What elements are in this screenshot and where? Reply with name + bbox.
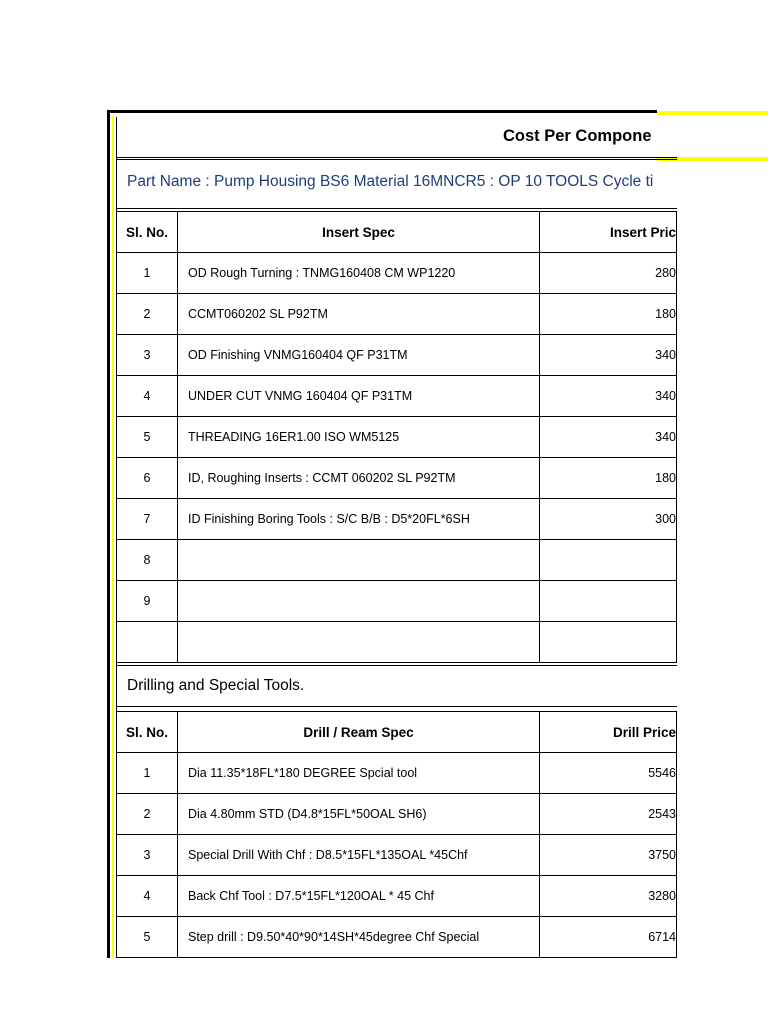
table-row — [117, 876, 677, 917]
cell-price — [540, 581, 677, 622]
spreadsheet-grid — [116, 117, 677, 958]
header-drill-spec: Drill / Ream Spec — [178, 712, 540, 753]
table-row — [117, 753, 677, 794]
cell-sl: 4 — [117, 876, 178, 917]
header-drill-price: Drill Price — [540, 712, 677, 753]
cell-price: 180 — [540, 458, 677, 499]
table-row — [117, 794, 677, 835]
cell-price: 6714 — [540, 917, 677, 958]
table-row — [117, 540, 677, 581]
table-row — [117, 581, 677, 622]
cell-sl: 2 — [117, 794, 178, 835]
cell-price: 180 — [540, 294, 677, 335]
header-sl-no: Sl. No. — [117, 212, 178, 253]
cell-spec: Dia 4.80mm STD (D4.8*15FL*50OAL SH6) — [178, 794, 540, 835]
cell-spec: Special Drill With Chf : D8.5*15FL*135OAL *45Chf — [178, 835, 540, 876]
cell-sl: 5 — [117, 417, 178, 458]
cell-sl: 6 — [117, 458, 178, 499]
drilling-section-row — [117, 665, 677, 707]
cell-price: 340 — [540, 376, 677, 417]
spreadsheet-page — [107, 110, 676, 958]
cell-sl — [117, 622, 178, 663]
yellow-highlight-top — [654, 111, 768, 115]
header-insert-spec: Insert Spec — [178, 212, 540, 253]
sheet-title: Cost Per Compone — [503, 127, 652, 145]
insert-table — [117, 211, 677, 663]
cell-spec: OD Finishing VNMG160404 QF P31TM — [178, 335, 540, 376]
cell-sl: 9 — [117, 581, 178, 622]
cell-price: 5546 — [540, 753, 677, 794]
table-row — [117, 294, 677, 335]
cell-spec — [178, 622, 540, 663]
part-name-row — [117, 159, 677, 209]
header-sl-no: Sl. No. — [117, 712, 178, 753]
table-row — [117, 253, 677, 294]
drill-table — [117, 711, 677, 958]
cell-spec: THREADING 16ER1.00 ISO WM5125 — [178, 417, 540, 458]
cell-sl: 4 — [117, 376, 178, 417]
table-row — [117, 335, 677, 376]
header-insert-price: Insert Pric — [540, 212, 677, 253]
cell-price: 340 — [540, 417, 677, 458]
cell-price: 2543 — [540, 794, 677, 835]
table-row — [117, 622, 677, 663]
cell-spec — [178, 581, 540, 622]
cell-price: 300 — [540, 499, 677, 540]
title-row — [117, 117, 677, 158]
cell-spec: Back Chf Tool : D7.5*15FL*120OAL * 45 Chf — [178, 876, 540, 917]
cell-spec: UNDER CUT VNMG 160404 QF P31TM — [178, 376, 540, 417]
cell-spec: Dia 11.35*18FL*180 DEGREE Spcial tool — [178, 753, 540, 794]
cell-price — [540, 622, 677, 663]
cell-price: 3280 — [540, 876, 677, 917]
cell-sl: 5 — [117, 917, 178, 958]
cell-price: 280 — [540, 253, 677, 294]
cell-sl: 1 — [117, 253, 178, 294]
cell-spec: ID, Roughing Inserts : CCMT 060202 SL P92TM — [178, 458, 540, 499]
cell-price: 340 — [540, 335, 677, 376]
insert-table-header — [117, 212, 677, 253]
cell-sl: 8 — [117, 540, 178, 581]
cell-price: 3750 — [540, 835, 677, 876]
cell-price — [540, 540, 677, 581]
cell-sl: 3 — [117, 335, 178, 376]
cell-spec — [178, 540, 540, 581]
table-row — [117, 376, 677, 417]
table-row — [117, 835, 677, 876]
cell-sl: 2 — [117, 294, 178, 335]
cell-spec: CCMT060202 SL P92TM — [178, 294, 540, 335]
drill-table-header — [117, 712, 677, 753]
table-row — [117, 417, 677, 458]
cell-spec: ID Finishing Boring Tools : S/C B/B : D5*20FL*6SH — [178, 499, 540, 540]
table-row — [117, 917, 677, 958]
cell-sl: 1 — [117, 753, 178, 794]
cell-sl: 7 — [117, 499, 178, 540]
table-row — [117, 458, 677, 499]
drilling-section-title: Drilling and Special Tools. — [127, 677, 305, 694]
cell-spec: Step drill : D9.50*40*90*14SH*45degree Chf Special — [178, 917, 540, 958]
cell-sl: 3 — [117, 835, 178, 876]
cell-spec: OD Rough Turning : TNMG160408 CM WP1220 — [178, 253, 540, 294]
part-name-text: Part Name : Pump Housing BS6 Material 16MNCR5 : OP 10 TOOLS Cycle ti — [127, 173, 654, 190]
table-row — [117, 499, 677, 540]
